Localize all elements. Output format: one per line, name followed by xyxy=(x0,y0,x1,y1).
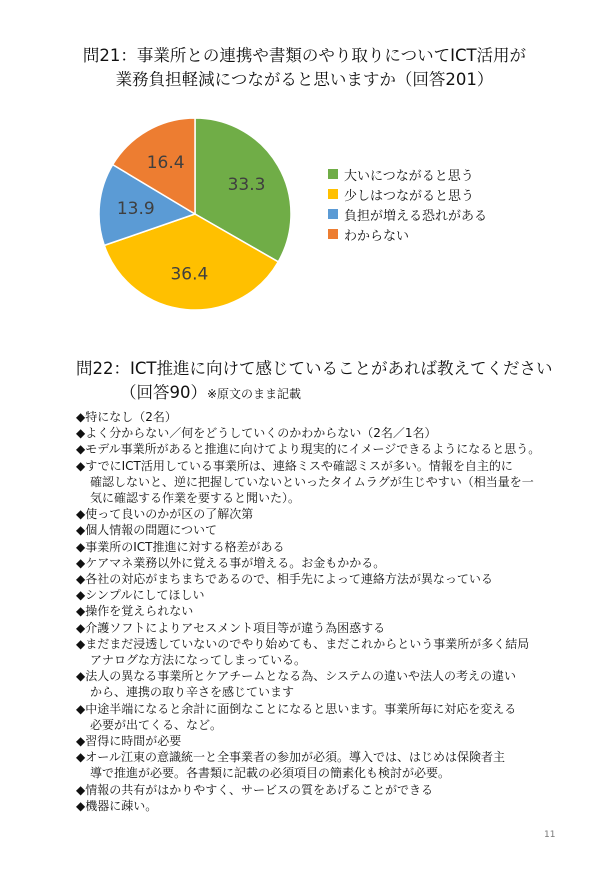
answer-line: ◆よく分からない／何をどうしていくのかわからない（2名／1名） xyxy=(76,426,437,441)
legend-label: 大いにつながると思う xyxy=(344,168,474,184)
answer-item xyxy=(76,701,546,733)
answer-item xyxy=(76,425,546,441)
answer-item xyxy=(76,798,546,814)
answer-line: ◆各社の対応がまちまちであるので、相手先によって連絡方法が異なっている xyxy=(76,572,493,587)
q21-title xyxy=(0,44,609,92)
answer-line: ◆中途半端になると余計に面倒なことになると思います。事業所毎に対応を変える xyxy=(76,701,517,716)
legend-item xyxy=(328,164,487,184)
q21-title-line2: 業務負担軽減につながると思いますか（回答201） xyxy=(115,70,494,89)
answer-item xyxy=(76,571,546,587)
q22-title: 問22：ICT推進に向けて感じていることがあれば教えてください xyxy=(76,359,553,378)
answer-item xyxy=(76,668,546,700)
pie-data-label: 33.3 xyxy=(227,175,266,196)
answer-continuation-line: 必要が出てくる、など。 xyxy=(90,717,223,732)
pie-data-label: 13.9 xyxy=(116,198,155,219)
answer-item xyxy=(76,782,546,798)
legend-item xyxy=(328,184,487,204)
answer-item xyxy=(76,409,546,425)
answer-line: ◆事業所のICT推進に対する格差がある xyxy=(76,539,285,554)
answer-line: ◆習得に時間が必要 xyxy=(76,734,182,749)
legend-label: わからない xyxy=(344,228,410,244)
pie-data-label: 16.4 xyxy=(146,153,185,174)
page-number: 11 xyxy=(544,830,556,840)
answer-item xyxy=(76,749,546,781)
answer-continuation-line: から、連携の取り辛さを感じています xyxy=(90,685,295,700)
legend-swatch xyxy=(328,189,338,199)
answer-line: ◆モデル事業所があると推進に向けてより現実的にイメージできるようになると思う。 xyxy=(76,442,541,457)
answer-item xyxy=(76,555,546,571)
legend-swatch xyxy=(328,169,338,179)
answer-line: ◆法人の異なる事業所とケアチームとなる為、システムの違いや法人の考えの違い xyxy=(76,669,517,684)
legend-swatch xyxy=(328,229,338,239)
answer-line: ◆特になし（2名） xyxy=(76,410,177,424)
answer-line: ◆個人情報の問題について xyxy=(76,523,217,538)
answer-line: ◆介護ソフトによりアセスメント項目等が違う為困惑する xyxy=(76,620,386,635)
q22-subtitle: （回答90） xyxy=(120,383,207,402)
answer-continuation-line: アナログな方法になってしまっている。 xyxy=(90,653,307,668)
answer-list xyxy=(76,409,546,814)
answer-continuation-line: 気に確認する作業を要すると聞いた）。 xyxy=(90,491,301,506)
answer-line: ◆まだまだ浸透していないのでやり始めても、まだこれからという事業所が多く結局 xyxy=(76,636,530,651)
q21-title-line1: 問21：事業所との連携や書類のやり取りについてICT活用が xyxy=(82,46,527,65)
answer-item xyxy=(76,620,546,636)
answer-continuation-line: 確認しないと、逆に把握していないといったタイムラグが生じやすい（相当量を一 xyxy=(90,474,534,489)
answer-line: ◆使って良いのかが区の了解次第 xyxy=(76,507,254,522)
answer-item xyxy=(76,441,546,457)
answer-item xyxy=(76,603,546,619)
answer-line: ◆シンプルにしてほしい xyxy=(76,588,205,603)
legend-item xyxy=(328,204,487,224)
answer-item xyxy=(76,733,546,749)
q22-subtitle-row xyxy=(120,381,301,406)
answer-item xyxy=(76,522,546,538)
answer-item xyxy=(76,587,546,603)
legend-item xyxy=(328,224,487,244)
pie-data-label: 36.4 xyxy=(170,264,209,285)
answer-line: ◆ケアマネ業務以外に覚える事が増える。お金もかかる。 xyxy=(76,555,386,570)
legend-label: 負担が増える恐れがある xyxy=(344,208,488,224)
answer-item xyxy=(76,636,546,668)
legend-label: 少しはつながると思う xyxy=(344,188,475,204)
answer-line: ◆オール江東の意識統一と全事業者の参加が必須。導入では、はじめは保険者主 xyxy=(76,750,505,765)
answer-line: ◆操作を覚えられない xyxy=(76,604,194,619)
answer-line: ◆すでにICT活用している事業所は、連絡ミスや確認ミスが多い。情報を自主的に xyxy=(76,458,513,473)
legend-swatch xyxy=(328,209,338,219)
answer-line: ◆機器に疎い。 xyxy=(76,798,158,813)
q22-note: ※原文のまま記載 xyxy=(207,387,302,401)
answer-item xyxy=(76,506,546,522)
chart-legend xyxy=(328,164,487,244)
answer-continuation-line: 導で推進が必要。各書類に記載の必須項目の簡素化も検討が必要。 xyxy=(90,766,451,781)
answer-item xyxy=(76,539,546,555)
pie-chart xyxy=(95,114,295,314)
answer-line: ◆情報の共有がはかりやすく、サービスの質をあげることができる xyxy=(76,782,433,797)
answer-item xyxy=(76,458,546,507)
